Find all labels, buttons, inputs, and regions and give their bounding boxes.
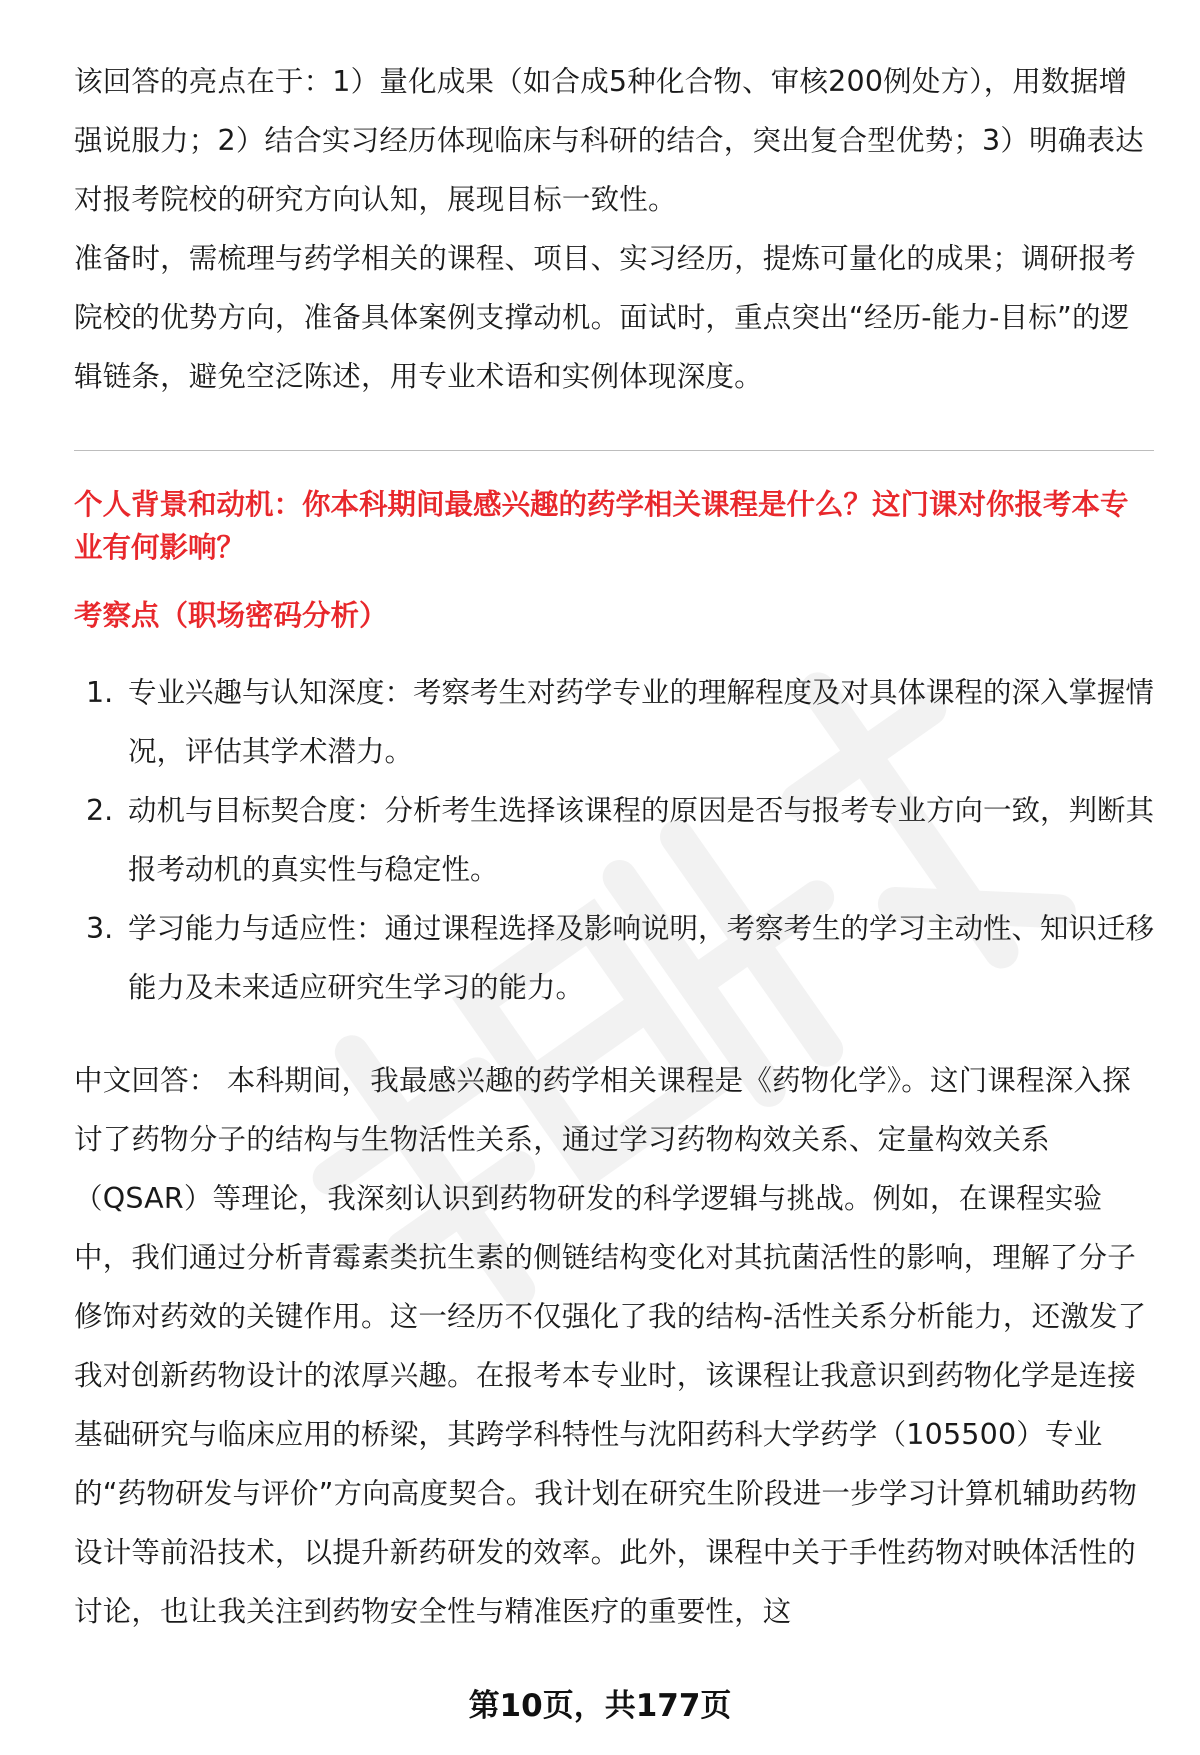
list-item xyxy=(74,663,1154,781)
list-item-text: 专业兴趣与认知深度：考察考生对药学专业的理解程度及对具体课程的深入掌握情况，评估其学术潜力。 xyxy=(128,676,1155,768)
answer-paragraph: 中文回答： 本科期间，我最感兴趣的药学相关课程是《药物化学》。这门课程深入探讨了药物分子的结构与生物活性关系，通过学习药物构效关系、定量构效关系（QSAR）等理论，我深刻认识到药物研发的科学逻辑与挑战。例如，在课程实验中，我们通过分析青霉素类抗生素的侧链结构变化对其抗菌活性的影响，理解了分子修饰对药效的关键作用。这一经历不仅强化了我的结构-活性关系分析能力，还激发了我对创新药物设计的浓厚兴趣。在报考本专业时，该课程让我意识到药物化学是连接基础研究与临床应用的桥梁，其跨学科特性与沈阳药科大学药学（105500）专业的“药物研发与评价”方向高度契合。我计划在研究生阶段进一步学习计算机辅助药物设计等前沿技术，以提升新药研发的效率。此外，课程中关于手性药物对映体活性的讨论，也让我关注到药物安全性与精准医疗的重要性，这 xyxy=(74,1064,1147,1628)
document-page xyxy=(74,52,1154,1641)
list-item-text: 动机与目标契合度：分析考生选择该课程的原因是否与报考专业方向一致，判断其报考动机的真实性与稳定性。 xyxy=(128,794,1155,886)
intro-paragraph: 准备时，需梳理与药学相关的课程、项目、实习经历，提炼可量化的成果；调研报考院校的优势方向，准备具体案例支撑动机。面试时，重点突出“经历-能力-目标”的逻辑链条，避免空泛陈述，用专业术语和实例体现深度。 xyxy=(74,242,1136,393)
question-heading: 个人背景和动机：你本科期间最感兴趣的药学相关课程是什么？这门课对你报考本专业有何影响？ xyxy=(74,488,1129,564)
list-number: 3. xyxy=(86,912,114,945)
list-number: 1. xyxy=(86,676,114,709)
page-footer: 第10页，共177页 xyxy=(468,1688,732,1724)
intro-paragraph: 该回答的亮点在于：1）量化成果（如合成5种化合物、审核200例处方），用数据增强说服力；2）结合实习经历体现临床与科研的结合，突出复合型优势；3）明确表达对报考院校的研究方向认知，展现目标一致性。 xyxy=(74,65,1144,216)
list-item-text: 学习能力与适应性：通过课程选择及影响说明，考察考生的学习主动性、知识迁移能力及未来适应研究生学习的能力。 xyxy=(128,912,1155,1004)
section-divider xyxy=(74,450,1154,451)
focus-heading: 考察点（职场密码分析） xyxy=(74,599,388,632)
focus-points-list xyxy=(74,663,1154,1017)
list-number: 2. xyxy=(86,794,114,827)
list-item xyxy=(74,899,1154,1017)
list-item xyxy=(74,781,1154,899)
